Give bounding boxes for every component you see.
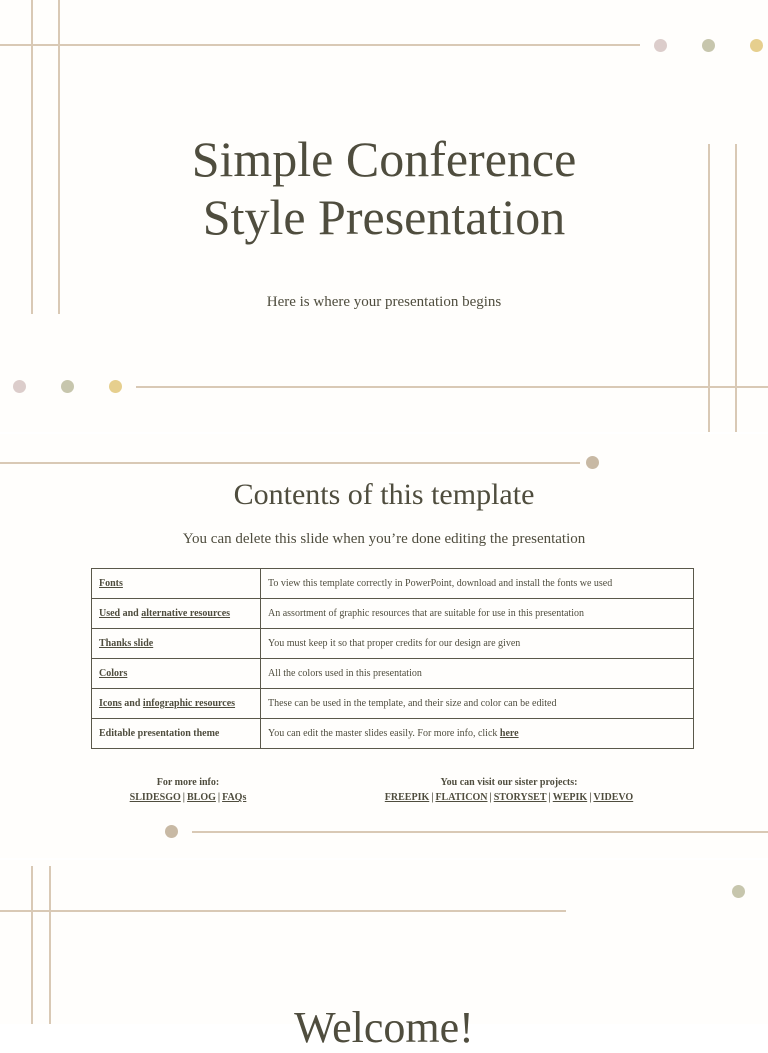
slide-welcome	[0, 860, 768, 1052]
link-separator: |	[182, 792, 185, 803]
row-description	[261, 569, 694, 599]
presentation-title	[0, 130, 768, 246]
contents-subtitle: You can delete this slide when you’re done editing the presentation	[182, 531, 586, 547]
table-row	[92, 689, 694, 719]
label-text: Editable presentation theme	[99, 728, 220, 739]
dot-sage	[732, 885, 745, 898]
row-description	[261, 659, 694, 689]
link-separator: |	[589, 792, 592, 803]
footer-link-videvo[interactable]: VIDEVO	[593, 792, 634, 803]
top-rule	[0, 462, 580, 464]
footer-link-faqs[interactable]: FAQs	[222, 792, 247, 803]
right-rule-a	[708, 144, 710, 432]
left-rule-b	[49, 866, 51, 1024]
row-label	[92, 689, 261, 719]
dot-gold-bottom	[109, 380, 122, 393]
row-label	[92, 569, 261, 599]
resource-link[interactable]: Used	[99, 608, 121, 619]
here-link[interactable]: here	[499, 728, 519, 739]
table-row	[92, 629, 694, 659]
dot-sage	[702, 39, 715, 52]
link-separator: |	[217, 792, 221, 803]
row-description	[261, 629, 694, 659]
resource-link[interactable]: Icons	[99, 698, 122, 709]
slide-contents	[0, 434, 768, 858]
title-line-1: Simple Conference	[191, 131, 577, 187]
footer-link-wepik[interactable]: WEPIK	[552, 792, 588, 803]
top-rule	[0, 910, 566, 912]
contents-title: Contents of this template	[233, 478, 535, 511]
table-row	[92, 599, 694, 629]
row-description	[261, 599, 694, 629]
row-label	[92, 599, 261, 629]
dot-sage-bottom	[61, 380, 74, 393]
row-label	[92, 629, 261, 659]
more-info	[90, 775, 286, 805]
welcome-title: Welcome!	[294, 1003, 474, 1052]
presentation-subtitle: Here is where your presentation begins	[266, 294, 502, 310]
resource-link[interactable]: Thanks slide	[99, 638, 154, 649]
title-line-2: Style Presentation	[202, 189, 566, 245]
description-text: To view this template correctly in PowerPoint, download and install the fonts we used	[268, 578, 613, 589]
dot-taupe	[586, 456, 599, 469]
description-text: All the colors used in this presentation	[268, 668, 422, 679]
left-rule-a	[31, 866, 33, 1024]
resource-link[interactable]: infographic resources	[142, 698, 236, 709]
contents-table	[91, 568, 694, 749]
dot-gold	[750, 39, 763, 52]
label-text: and	[121, 698, 143, 709]
footer-link-freepik[interactable]: FREEPIK	[384, 792, 430, 803]
table-row	[92, 719, 694, 749]
slide-title	[0, 0, 768, 432]
more-info-links	[90, 790, 286, 805]
dot-pink	[654, 39, 667, 52]
row-label	[92, 719, 261, 749]
sister-label: You can visit our sister projects:	[440, 777, 578, 788]
more-info-label: For more info:	[156, 777, 220, 788]
top-rule	[0, 44, 640, 46]
right-rule-b	[735, 144, 737, 432]
resource-link[interactable]: alternative resources	[141, 608, 231, 619]
resource-link[interactable]: Colors	[99, 668, 128, 679]
table-row	[92, 569, 694, 599]
footer-link-storyset[interactable]: STORYSET	[493, 792, 547, 803]
row-description	[261, 689, 694, 719]
link-separator: |	[431, 792, 434, 803]
description-text: You must keep it so that proper credits for our design are given	[268, 638, 521, 649]
link-separator: |	[489, 792, 492, 803]
footer-link-blog[interactable]: BLOG	[186, 792, 216, 803]
dot-taupe-bottom	[165, 825, 178, 838]
resource-link[interactable]: Fonts	[99, 578, 123, 589]
label-text: and	[120, 608, 142, 619]
link-separator: |	[548, 792, 551, 803]
row-label	[92, 659, 261, 689]
description-text: You can edit the master slides easily. For more info, click	[268, 728, 500, 739]
description-text: An assortment of graphic resources that are suitable for use in this presentation	[268, 608, 585, 619]
bottom-rule	[192, 831, 768, 833]
sister-projects	[358, 775, 660, 805]
description-text: These can be used in the template, and their size and color can be edited	[268, 698, 557, 709]
footer-link-slidesgo[interactable]: SLIDESGO	[129, 792, 181, 803]
bottom-rule	[136, 386, 768, 388]
dot-pink-bottom	[13, 380, 26, 393]
row-description	[261, 719, 694, 749]
sister-links	[358, 790, 660, 805]
footer-link-flaticon[interactable]: FLATICON	[435, 792, 488, 803]
table-row	[92, 659, 694, 689]
